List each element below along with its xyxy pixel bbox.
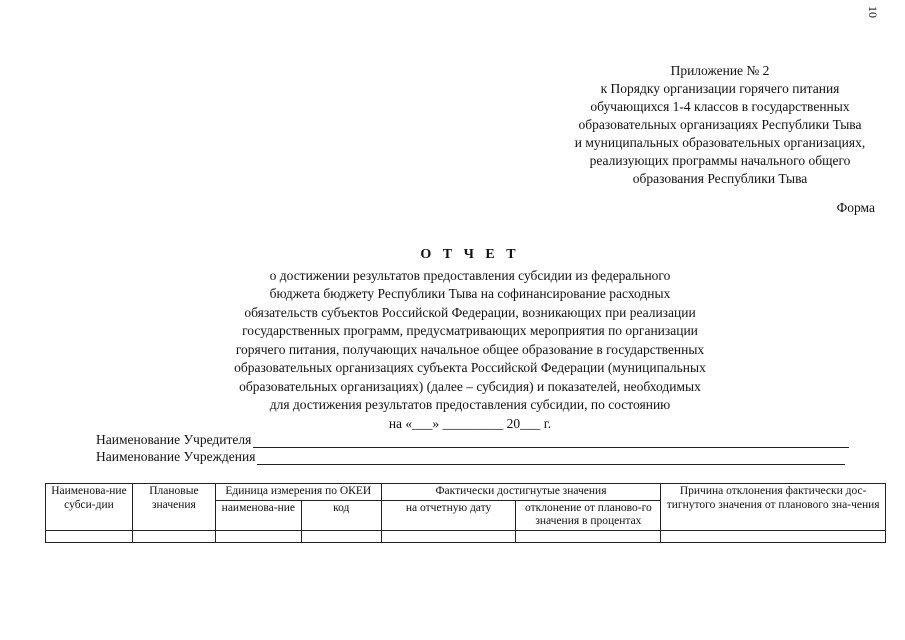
header-actual-date: на отчетную дату xyxy=(381,500,516,530)
report-heading: О Т Ч Е Т xyxy=(420,247,520,262)
report-table xyxy=(45,483,886,543)
header-planned-values: Плановые значения xyxy=(132,484,215,531)
header-actual-deviation: отклонение от планово-го значения в процентах xyxy=(516,500,661,530)
appendix-line: и муниципальных образовательных организациях, xyxy=(574,135,866,150)
table-header-row xyxy=(46,484,886,501)
appendix-line: образовательных организациях Республики Тыва xyxy=(578,117,862,132)
founder-input-line[interactable] xyxy=(253,434,849,448)
header-unit-code: код xyxy=(301,500,381,530)
table-cell[interactable] xyxy=(516,530,661,542)
report-title-line: горячего питания, получающих начальное общее образование в государственных xyxy=(235,341,705,357)
header-actual-values: Фактически достигнутые значения xyxy=(381,484,661,501)
appendix-line: реализующих программы начального общего xyxy=(589,153,851,168)
report-title-line: государственных программ, предусматривающих мероприятия по организации xyxy=(242,323,698,338)
appendix-line: Приложение № 2 xyxy=(670,63,770,78)
founder-label: Наименование Учредителя xyxy=(96,432,252,447)
form-label: Форма xyxy=(836,200,875,215)
page-number: 10 xyxy=(866,6,880,18)
table-cell[interactable] xyxy=(381,530,516,542)
header-deviation-reason: Причина отклонения фактически дос-тигнутого значения от планового зна-чения xyxy=(661,484,886,531)
report-date-line: на «___» _________ 20___ г. xyxy=(388,415,552,431)
header-subsidy-name: Наименова-ние субси-дии xyxy=(46,484,133,531)
founder-field xyxy=(96,432,849,448)
report-title-line: для достижения результатов предоставления субсидии, по состоянию xyxy=(269,397,671,412)
table-cell[interactable] xyxy=(46,530,133,542)
header-unit-okei: Единица измерения по ОКЕИ xyxy=(215,484,381,501)
report-title-line: бюджета бюджету Республики Тыва на софинансирование расходных xyxy=(269,286,671,301)
report-title-line: о достижении результатов предоставления субсидии из федерального xyxy=(269,267,671,283)
appendix-line: обучающихся 1-4 классов в государственных xyxy=(590,99,850,114)
table-cell[interactable] xyxy=(301,530,381,542)
report-title-line: образовательных организациях субъекта Российской Федерации (муниципальных xyxy=(234,360,706,375)
appendix-line: образования Республики Тыва xyxy=(632,171,808,186)
table-cell[interactable] xyxy=(215,530,301,542)
header-unit-name: наименова-ние xyxy=(215,500,301,530)
appendix-header xyxy=(520,62,905,188)
appendix-line: к Порядку организации горячего питания xyxy=(600,81,840,96)
report-title-block xyxy=(150,246,790,433)
report-title-line: обязательств субъектов Российской Федерации, возникающих при реализации xyxy=(244,304,696,320)
table-row xyxy=(46,530,886,542)
table-cell[interactable] xyxy=(132,530,215,542)
table-cell[interactable] xyxy=(661,530,886,542)
institution-label: Наименование Учреждения xyxy=(96,449,256,464)
report-title-line: образовательных организациях) (далее – субсидия) и показателей, необходимых xyxy=(239,378,701,394)
institution-field xyxy=(96,449,845,465)
institution-input-line[interactable] xyxy=(257,451,845,465)
